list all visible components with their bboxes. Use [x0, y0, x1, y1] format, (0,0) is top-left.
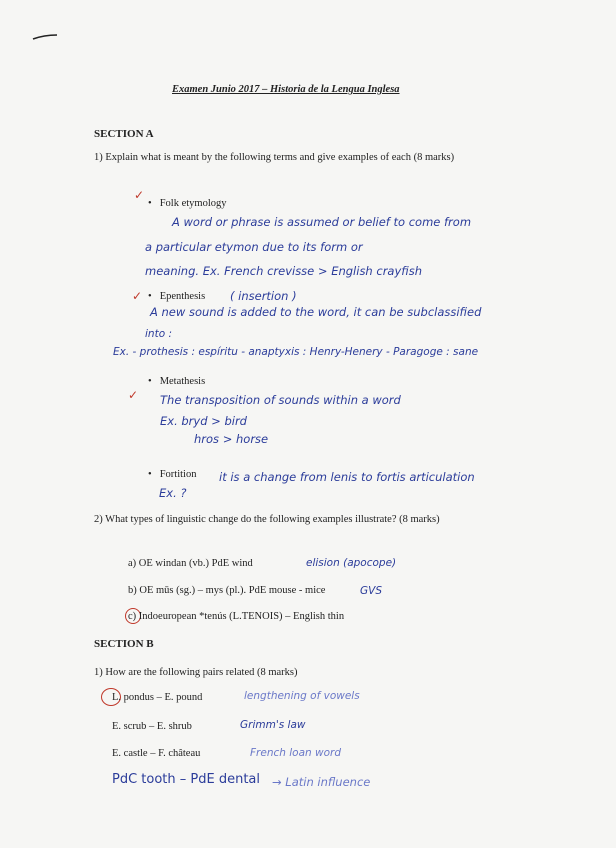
- handwritten-pair: PdC tooth – PdE dental: [112, 772, 261, 787]
- example-a: a) OE windan (vb.) PdE wind: [128, 558, 253, 569]
- pair-1: L. pondus – E. pound: [112, 692, 203, 703]
- example-c: c) Indoeuropean *tenús (L.TENOIS) – English thin: [128, 611, 345, 622]
- handwritten-answer-line: Ex. - prothesis : espíritu - anaptyxis : Henry-Henery - Paragoge : sane: [113, 346, 479, 358]
- handwritten-answer-line: a particular etymon due to its form or: [145, 240, 363, 254]
- handwritten-answer-line: A word or phrase is assumed or belief to come from: [172, 215, 472, 229]
- term-epenthesis: • Epenthesis: [148, 291, 205, 302]
- handwritten-answer: French loan word: [250, 747, 341, 759]
- exam-title: Examen Junio 2017 – Historia de la Lengua Inglesa: [172, 84, 400, 95]
- question-a1: 1) Explain what is meant by the following terms and give examples of each (8 marks): [94, 152, 455, 163]
- handwritten-answer: Grimm's law: [240, 719, 306, 731]
- handwritten-answer: → Latin influence: [272, 775, 371, 789]
- question-b1: 1) How are the following pairs related (8 marks): [94, 667, 298, 678]
- handwritten-answer-line: Ex. ?: [159, 486, 187, 500]
- check-mark: ✓: [128, 388, 139, 402]
- handwritten-answer-line: Ex. bryd > bird: [160, 414, 247, 428]
- handwritten-answer-line: it is a change from lenis to fortis articulation: [219, 470, 475, 484]
- check-mark: ✓: [132, 289, 143, 303]
- handwritten-note: ( insertion ): [230, 289, 297, 303]
- section-a-heading: SECTION A: [94, 128, 154, 140]
- pair-3: E. castle – F. château: [112, 748, 201, 759]
- term-fortition: • Fortition: [148, 469, 196, 480]
- term-metathesis: • Metathesis: [148, 376, 205, 387]
- example-b: b) OE mūs (sg.) – mys (pl.). PdE mouse - mice: [128, 585, 326, 596]
- handwritten-answer-line: into :: [145, 328, 172, 340]
- question-a2: 2) What types of linguistic change do the following examples illustrate? (8 marks): [94, 514, 440, 525]
- check-mark: ✓: [134, 188, 145, 202]
- pen-stroke-mark: [32, 34, 58, 40]
- handwritten-answer-line: hros > horse: [194, 432, 269, 446]
- handwritten-answer-line: meaning. Ex. French crevisse > English crayfish: [145, 264, 422, 278]
- handwritten-answer: lengthening of vowels: [244, 690, 360, 702]
- handwritten-answer: elision (apocope): [306, 557, 397, 569]
- section-b-heading: SECTION B: [94, 638, 154, 650]
- term-folk-etymology: • Folk etymology: [148, 198, 226, 209]
- handwritten-answer-line: The transposition of sounds within a word: [160, 393, 401, 407]
- handwritten-answer: GVS: [360, 585, 382, 597]
- handwritten-answer-line: A new sound is added to the word, it can be subclassified: [150, 305, 482, 319]
- pair-2: E. scrub – E. shrub: [112, 721, 192, 732]
- margin-scan-artifact: [585, 270, 595, 770]
